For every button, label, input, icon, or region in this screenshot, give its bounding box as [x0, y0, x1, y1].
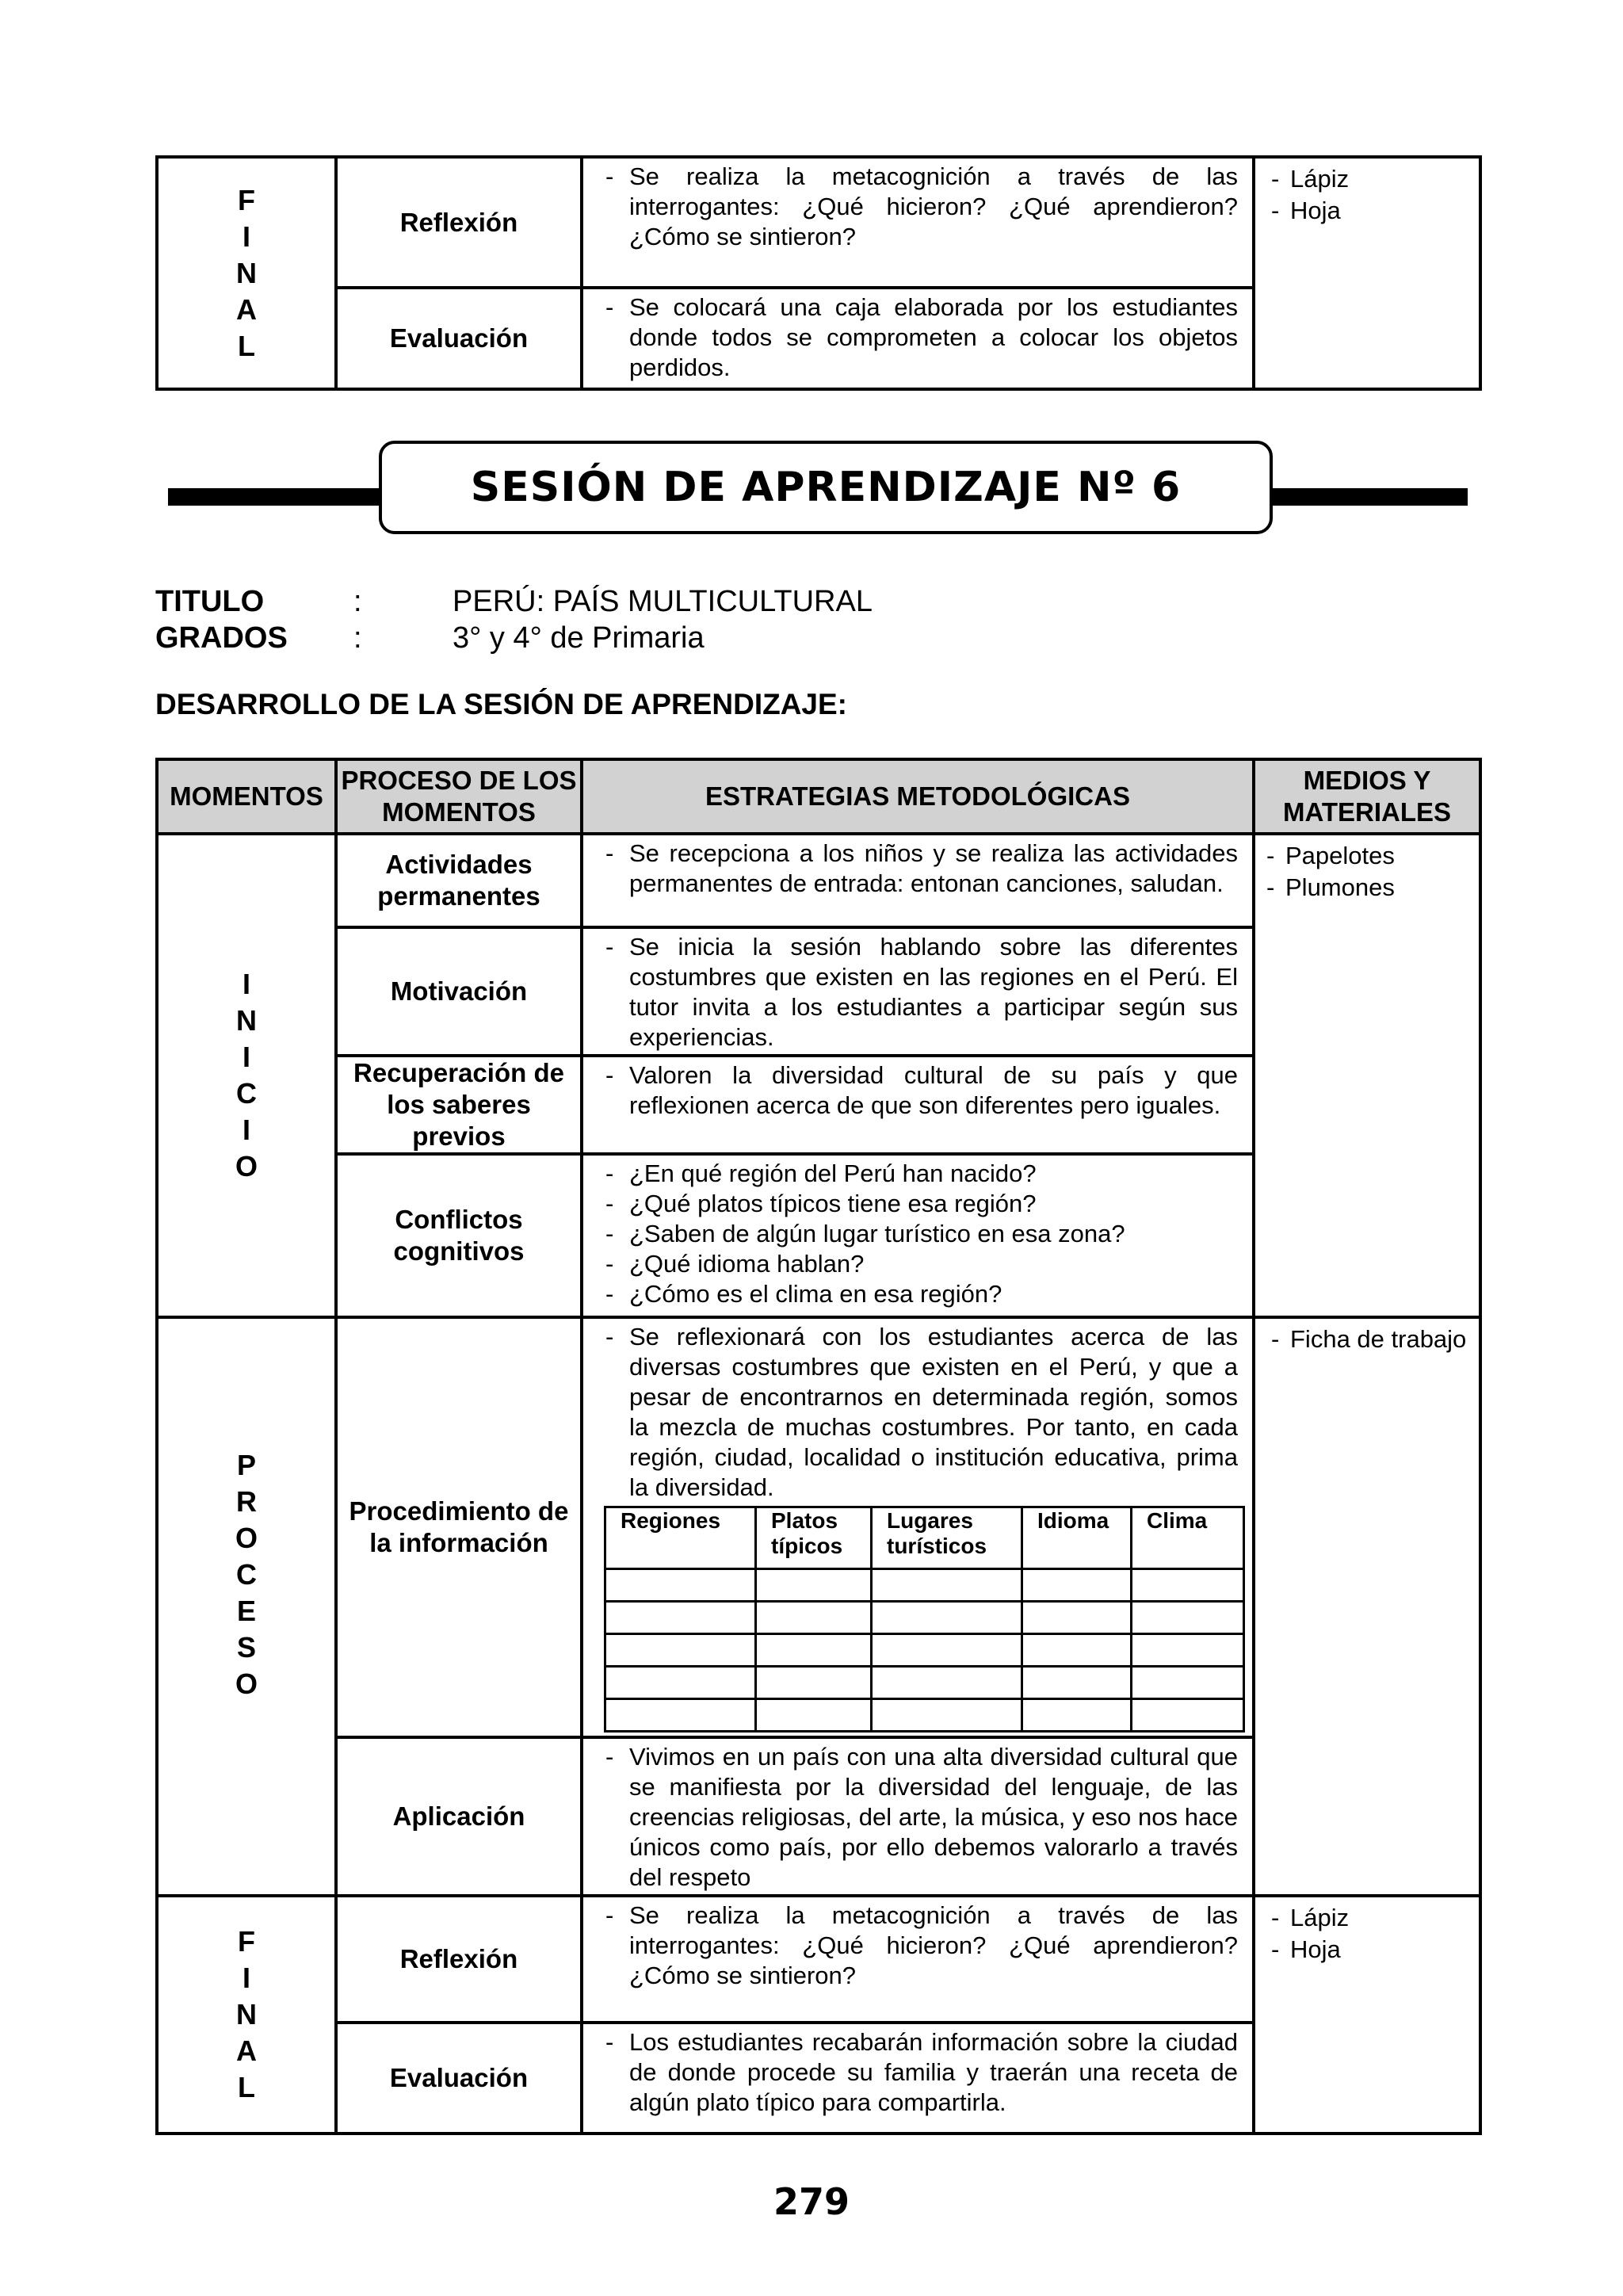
header-estrategias: ESTRATEGIAS METODOLÓGICAS [582, 759, 1254, 834]
page-number: 279 [773, 2180, 850, 2223]
process-reflexion: Reflexión [336, 1896, 582, 2023]
process-evaluacion-top: Evaluación [336, 288, 582, 389]
process-reflexion-top: Reflexión [336, 157, 582, 288]
section-heading: DESARROLLO DE LA SESIÓN DE APRENDIZAJE: [155, 688, 848, 720]
process-aplicacion: Aplicación [336, 1737, 582, 1896]
header-momentos: MOMENTOS [157, 759, 336, 834]
info-block [155, 583, 948, 656]
top-session-table [155, 155, 1482, 391]
titulo-label: TITULO [155, 585, 265, 618]
grid-header-clima: Clima [1132, 1507, 1244, 1569]
grid-empty-row [605, 1667, 1244, 1699]
process-procedimiento: Procedimiento de la información [336, 1317, 582, 1737]
banner-bar-left [168, 488, 380, 506]
moment-letters: F I N A L [236, 183, 257, 362]
moment-final: F I N A L [157, 1896, 336, 2134]
grid-header-platos: Platos típicos [756, 1507, 872, 1569]
process-motivacion: Motivación [336, 927, 582, 1056]
grid-header-regiones: Regiones [605, 1507, 756, 1569]
grados-separator: : [353, 621, 362, 655]
banner-bar-right [1271, 488, 1468, 506]
strategy-reflexion: - Se realiza la metacognición a través de las interrogantes: ¿Qué hicieron? ¿Qué aprendieron? ¿Cómo se sintieron? [582, 1896, 1254, 2023]
strategy-motivacion: - Se inicia la sesión hablando sobre las diferentes costumbres que existen en las regiones en el Perú. El tutor invita a los estudiantes a participar según sus experiencias. [582, 927, 1254, 1056]
header-medios: MEDIOS Y MATERIALES [1254, 759, 1480, 834]
grid-empty-row [605, 1699, 1244, 1732]
main-session-table [155, 758, 1482, 2135]
grid-empty-row [605, 1602, 1244, 1634]
process-evaluacion: Evaluación [336, 2023, 582, 2134]
materials-final-top: - Lápiz - Hoja [1254, 157, 1480, 389]
titulo-value: PERÚ: PAÍS MULTICULTURAL [453, 585, 873, 618]
grados-value: 3° y 4° de Primaria [453, 621, 705, 655]
strategy-procedimiento: - Se reflexionará con los estudiantes acerca de las diversas costumbres que existen en el Perú, y que a pesar de encontrarnos en determinada región, somos la mezcla de muchas costumbres. Por tanto, en cada región, ciudad, localidad o institución educativa, prima la diversidad. Regiones Platos típicos Lugares turísticos Idioma Clima [582, 1317, 1254, 1737]
session-banner [379, 441, 1273, 534]
grid-empty-row [605, 1634, 1244, 1667]
process-actividades: Actividades permanentes [336, 834, 582, 927]
grid-header-idioma: Idioma [1022, 1507, 1132, 1569]
moment-final-top [157, 157, 336, 389]
materials-final: - Lápiz - Hoja [1254, 1896, 1480, 2134]
header-proceso: PROCESO DE LOS MOMENTOS [336, 759, 582, 834]
strategy-aplicacion: - Vivimos en un país con una alta diversidad cultural que se manifiesta por la diversidad del lenguaje, de las creencias religiosas, del arte, la música, y eso nos hace únicos como país, por ello debemos valorarlo a través del respeto [582, 1737, 1254, 1896]
strategy-conflictos: - ¿En qué región del Perú han nacido? - ¿Qué platos típicos tiene esa región? - ¿Saben de algún lugar turístico en esa zona? - ¿Qué idioma hablan? - ¿Cómo es el clima en esa región? [582, 1154, 1254, 1317]
titulo-separator: : [353, 585, 362, 618]
regions-worksheet-grid [604, 1506, 1245, 1733]
materials-inicio: - Papelotes - Plumones [1254, 834, 1480, 1317]
strategy-evaluacion-top: - Se colocará una caja elaborada por los estudiantes donde todos se comprometen a colocar los objetos perdidos. [582, 288, 1254, 389]
strategy-actividades: - Se recepciona a los niños y se realiza las actividades permanentes de entrada: entonan canciones, saludan. [582, 834, 1254, 927]
strategy-reflexion-top: - Se realiza la metacognición a través de las interrogantes: ¿Qué hicieron? ¿Qué aprendieron? ¿Cómo se sintieron? [582, 157, 1254, 288]
session-title: SESIÓN DE APRENDIZAJE Nº 6 [470, 464, 1182, 511]
process-conflictos: Conflictos cognitivos [336, 1154, 582, 1317]
strategy-evaluacion: - Los estudiantes recabarán información sobre la ciudad de donde procede su familia y traerán una receta de algún plato típico para compartirla. [582, 2023, 1254, 2134]
grid-empty-row [605, 1569, 1244, 1602]
process-recuperacion: Recuperación de los saberes previos [336, 1056, 582, 1154]
grid-header-lugares: Lugares turísticos [872, 1507, 1022, 1569]
moment-proceso: P R O C E S O [157, 1317, 336, 1896]
moment-inicio: I N I C I O [157, 834, 336, 1317]
materials-proceso: - Ficha de trabajo [1254, 1317, 1480, 1896]
strategy-recuperacion: - Valoren la diversidad cultural de su país y que reflexionen acerca de que son diferentes pero iguales. [582, 1056, 1254, 1154]
grados-label: GRADOS [155, 621, 288, 655]
